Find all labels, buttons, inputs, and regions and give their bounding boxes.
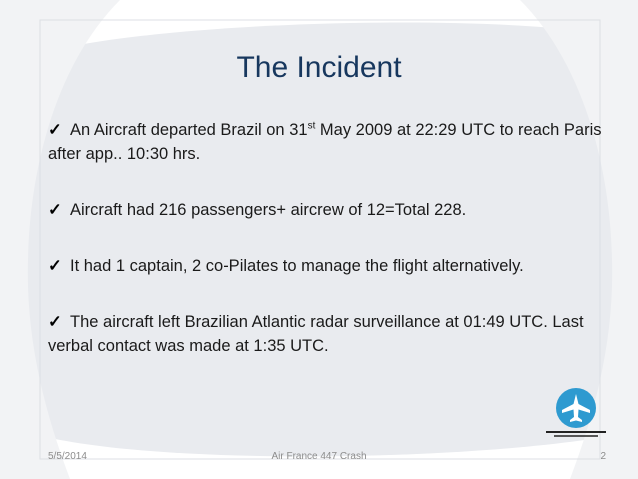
slide-title: The Incident bbox=[236, 51, 402, 84]
footer-title: Air France 447 Crash bbox=[271, 451, 367, 462]
checkmark-icon: ✓ bbox=[48, 121, 62, 139]
bullet-list bbox=[48, 118, 608, 390]
bullet-item bbox=[48, 254, 608, 278]
airplane-icon bbox=[540, 384, 612, 440]
bullet-text: It had 1 captain, 2 co-Pilates to manage the flight alternatively. bbox=[70, 257, 524, 275]
bullet-item bbox=[48, 198, 608, 222]
bullet-text: May 2009 at 22:29 UTC to reach Paris after app.. 10:30 hrs. bbox=[48, 121, 602, 163]
checkmark-icon: ✓ bbox=[48, 201, 62, 219]
bullet-item bbox=[48, 310, 608, 358]
bullet-superscript: st bbox=[307, 120, 316, 132]
bullet-text: An Aircraft departed Brazil on 31 bbox=[70, 121, 308, 139]
bullet-text: Aircraft had 216 passengers+ aircrew of 12=Total 228. bbox=[70, 201, 467, 219]
checkmark-icon: ✓ bbox=[48, 313, 62, 331]
checkmark-icon: ✓ bbox=[48, 257, 62, 275]
page-number: 2 bbox=[600, 451, 606, 462]
bullet-text: The aircraft left Brazilian Atlantic radar surveillance at 01:49 UTC. Last verbal contact was made at 1:35 UTC. bbox=[48, 313, 584, 355]
footer-date: 5/5/2014 bbox=[48, 451, 87, 462]
bullet-item bbox=[48, 118, 608, 166]
